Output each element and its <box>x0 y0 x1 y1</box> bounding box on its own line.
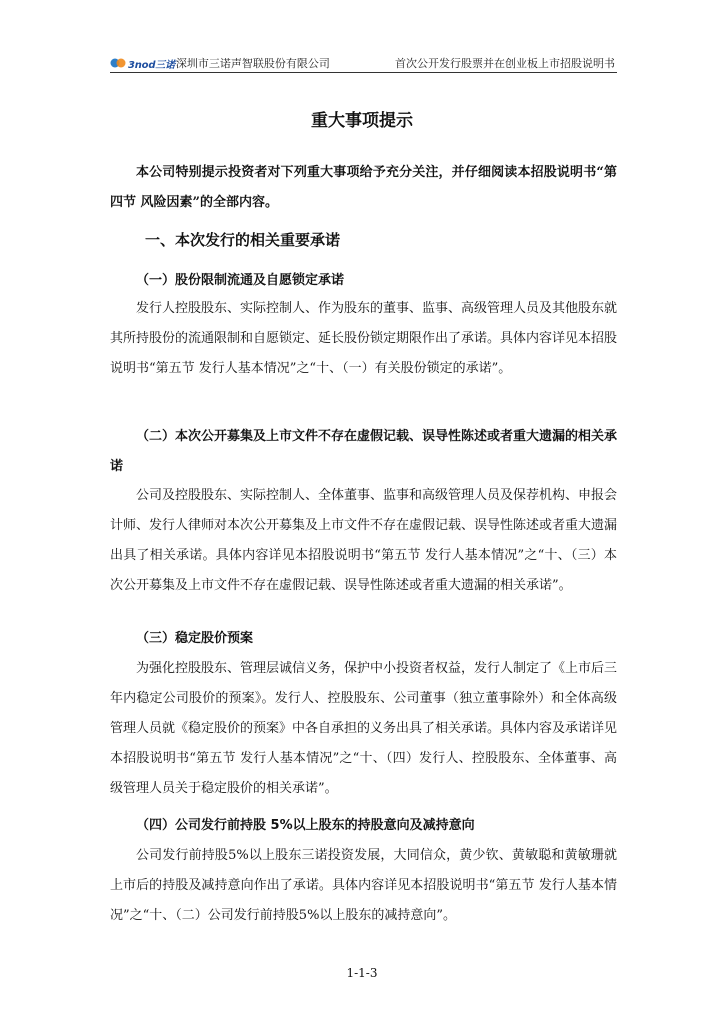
subsection-body-2: 公司及控股股东、实际控制人、全体董事、监事和高级管理人员及保荐机构、申报会计师、发行人律师对本次公开募集及上市文件不存在虚假记载、误导性陈述或者重大遗漏出具了相关承诺。具体内容详见本招股说明书“第五节 发行人基本情况”之“十、（三）本次公开募集及上市文件不存在虚假记载、误导性陈述或者重大遗漏的相关承诺”。 <box>110 488 618 593</box>
logo-text: 3nod三诺 <box>128 59 175 71</box>
page-number: 1-1-3 <box>346 966 378 980</box>
document-title: 首次公开发行股票并在创业板上市招股说明书 <box>395 57 615 70</box>
company-name: 深圳市三诺声智联股份有限公司 <box>175 57 330 70</box>
company-logo <box>110 55 330 71</box>
page-title: 重大事项提示 <box>311 111 413 131</box>
subsection-heading-2: （二）本次公开募集及上市文件不存在虚假记载、误导性陈述或者重大遗漏的相关承诺 <box>110 429 618 474</box>
subsection-heading-4: （四）公司发行前持股 5%以上股东的持股意向及减持意向 <box>136 818 475 833</box>
logo-icon <box>110 57 126 69</box>
section-heading: 一、本次发行的相关重要承诺 <box>145 231 341 249</box>
subsection-heading-1: （一）股份限制流通及自愿锁定承诺 <box>136 273 345 288</box>
subsection-heading-3: （三）稳定股价预案 <box>136 631 254 646</box>
subsection-body-3: 为强化控股股东、管理层诚信义务，保护中小投资者权益，发行人制定了《上市后三年内稳定公司股价的预案》。发行人、控股股东、公司董事（独立董事除外）和全体高级管理人员就《稳定股价的预案》中各自承担的义务出具了相关承诺。具体内容及承诺详见本招股说明书“第五节 发行人基本情况”之“十、（四）发行人、控股股东、全体董事、高级管理人员关于稳定股价的相关承诺”。 <box>110 661 618 796</box>
subsection-body-4: 公司发行前持股5%以上股东三诺投资发展，大同信众，黄少钦、黄敏聪和黄敏珊就上市后的持股及减持意向作出了承诺。具体内容详见本招股说明书“第五节 发行人基本情况”之“十、（二）公司发行前持股5%以上股东的减持意向”。 <box>110 848 617 923</box>
intro-paragraph: 本公司特别提示投资者对下列重大事项给予充分关注，并仔细阅读本招股说明书“第四节 风险因素”的全部内容。 <box>110 165 617 210</box>
page-header <box>110 52 617 73</box>
subsection-body-1: 发行人控股股东、实际控制人、作为股东的董事、监事、高级管理人员及其他股东就其所持股份的流通限制和自愿锁定、延长股份锁定期限作出了承诺。具体内容详见本招股说明书“第五节 发行人基本情况”之“十、（一）有关股份锁定的承诺”。 <box>110 301 618 376</box>
